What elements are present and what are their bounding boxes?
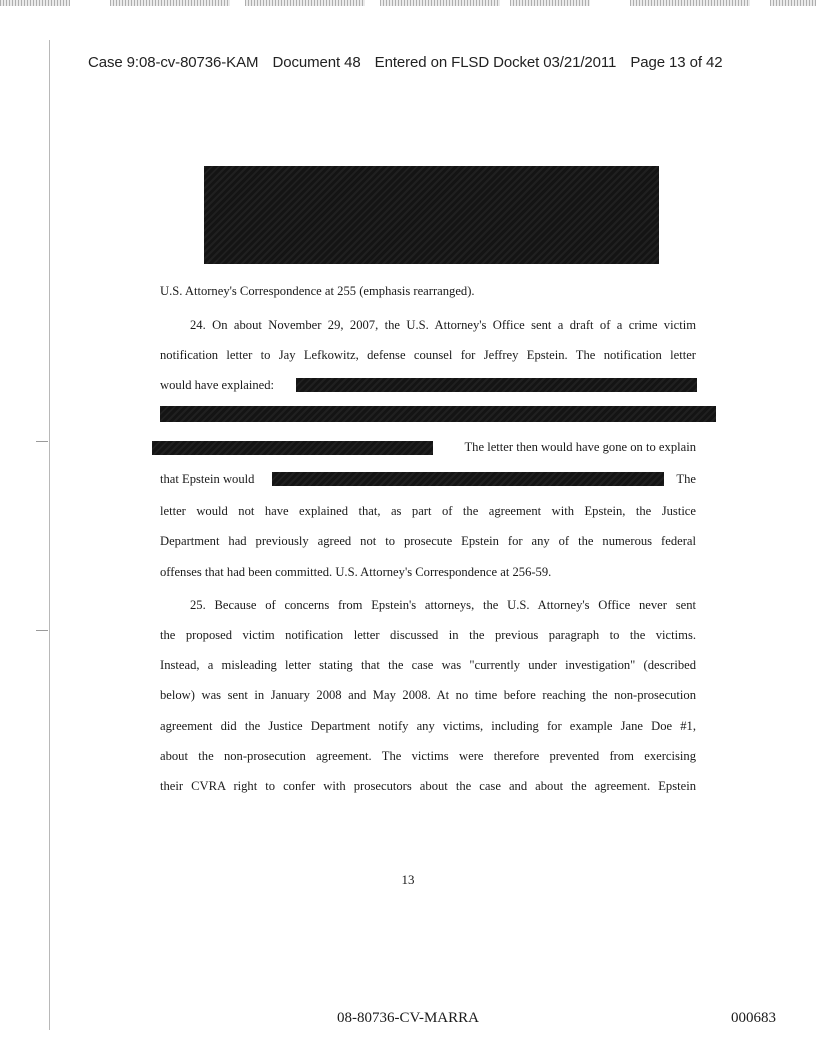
paragraph-24-line-5: The letter then would have gone on to explain [464,440,696,454]
paragraph-24-line-6-start: that Epstein would [160,472,255,486]
docket-entry-date: Entered on FLSD Docket 03/21/2011 [374,54,617,71]
paragraph-24-line-1: 24. On about November 29, 2007, the U.S. Attorney's Office sent a draft of a crime victim [190,318,696,332]
page-number: 13 [401,872,415,887]
redaction-bar [152,441,433,455]
redaction-block [204,166,659,264]
scan-margin-tick [36,630,48,631]
paragraph-25-line-6: about the non-prosecution agreement. The victims were therefore prevented from exercising [160,749,696,763]
paragraph-24-line-3: would have explained: [160,378,275,392]
paragraph-25-line-2: the proposed victim notification letter discussed in the previous paragraph to the victims. [160,628,696,642]
page-of-total: Page 13 of 42 [630,54,723,71]
paragraph-24-line-8: Department had previously agreed not to prosecute Epstein for any of the numerous federal [160,534,696,548]
paragraph-25-line-7: their CVRA right to confer with prosecutors about the case and about the agreement. Epstein [160,779,696,793]
scan-margin-tick [36,441,48,442]
footer-case-reference: 08-80736-CV-MARRA [337,1010,479,1026]
paragraph-25-line-5: agreement did the Justice Department notify any victims, including for example Jane Doe #1, [160,719,696,733]
paragraph-25-line-1: 25. Because of concerns from Epstein's attorneys, the U.S. Attorney's Office never sent [190,598,696,612]
footer-bates-number: 000683 [731,1010,776,1026]
docket-header [88,54,748,71]
paragraph-24-line-6-end: The [676,472,696,486]
paragraph-24-line-2: notification letter to Jay Lefkowitz, defense counsel for Jeffrey Epstein. The notification letter [160,348,696,362]
redaction-bar [272,472,664,486]
case-number: Case 9:08-cv-80736-KAM [88,54,259,71]
scan-edge-artifacts [0,0,816,10]
citation-line: U.S. Attorney's Correspondence at 255 (emphasis rearranged). [160,284,475,298]
paragraph-25-line-3: Instead, a misleading letter stating that the case was "currently under investigation" (described [160,658,696,672]
redaction-bar [160,406,716,422]
paragraph-24-line-7: letter would not have explained that, as part of the agreement with Epstein, the Justice [160,504,696,518]
document-number: Document 48 [272,54,361,71]
paragraph-24-line-9: offenses that had been committed. U.S. Attorney's Correspondence at 256-59. [160,565,552,579]
redaction-bar [296,378,697,392]
paragraph-25-line-4: below) was sent in January 2008 and May 2008. At no time before reaching the non-prosecution [160,688,696,702]
